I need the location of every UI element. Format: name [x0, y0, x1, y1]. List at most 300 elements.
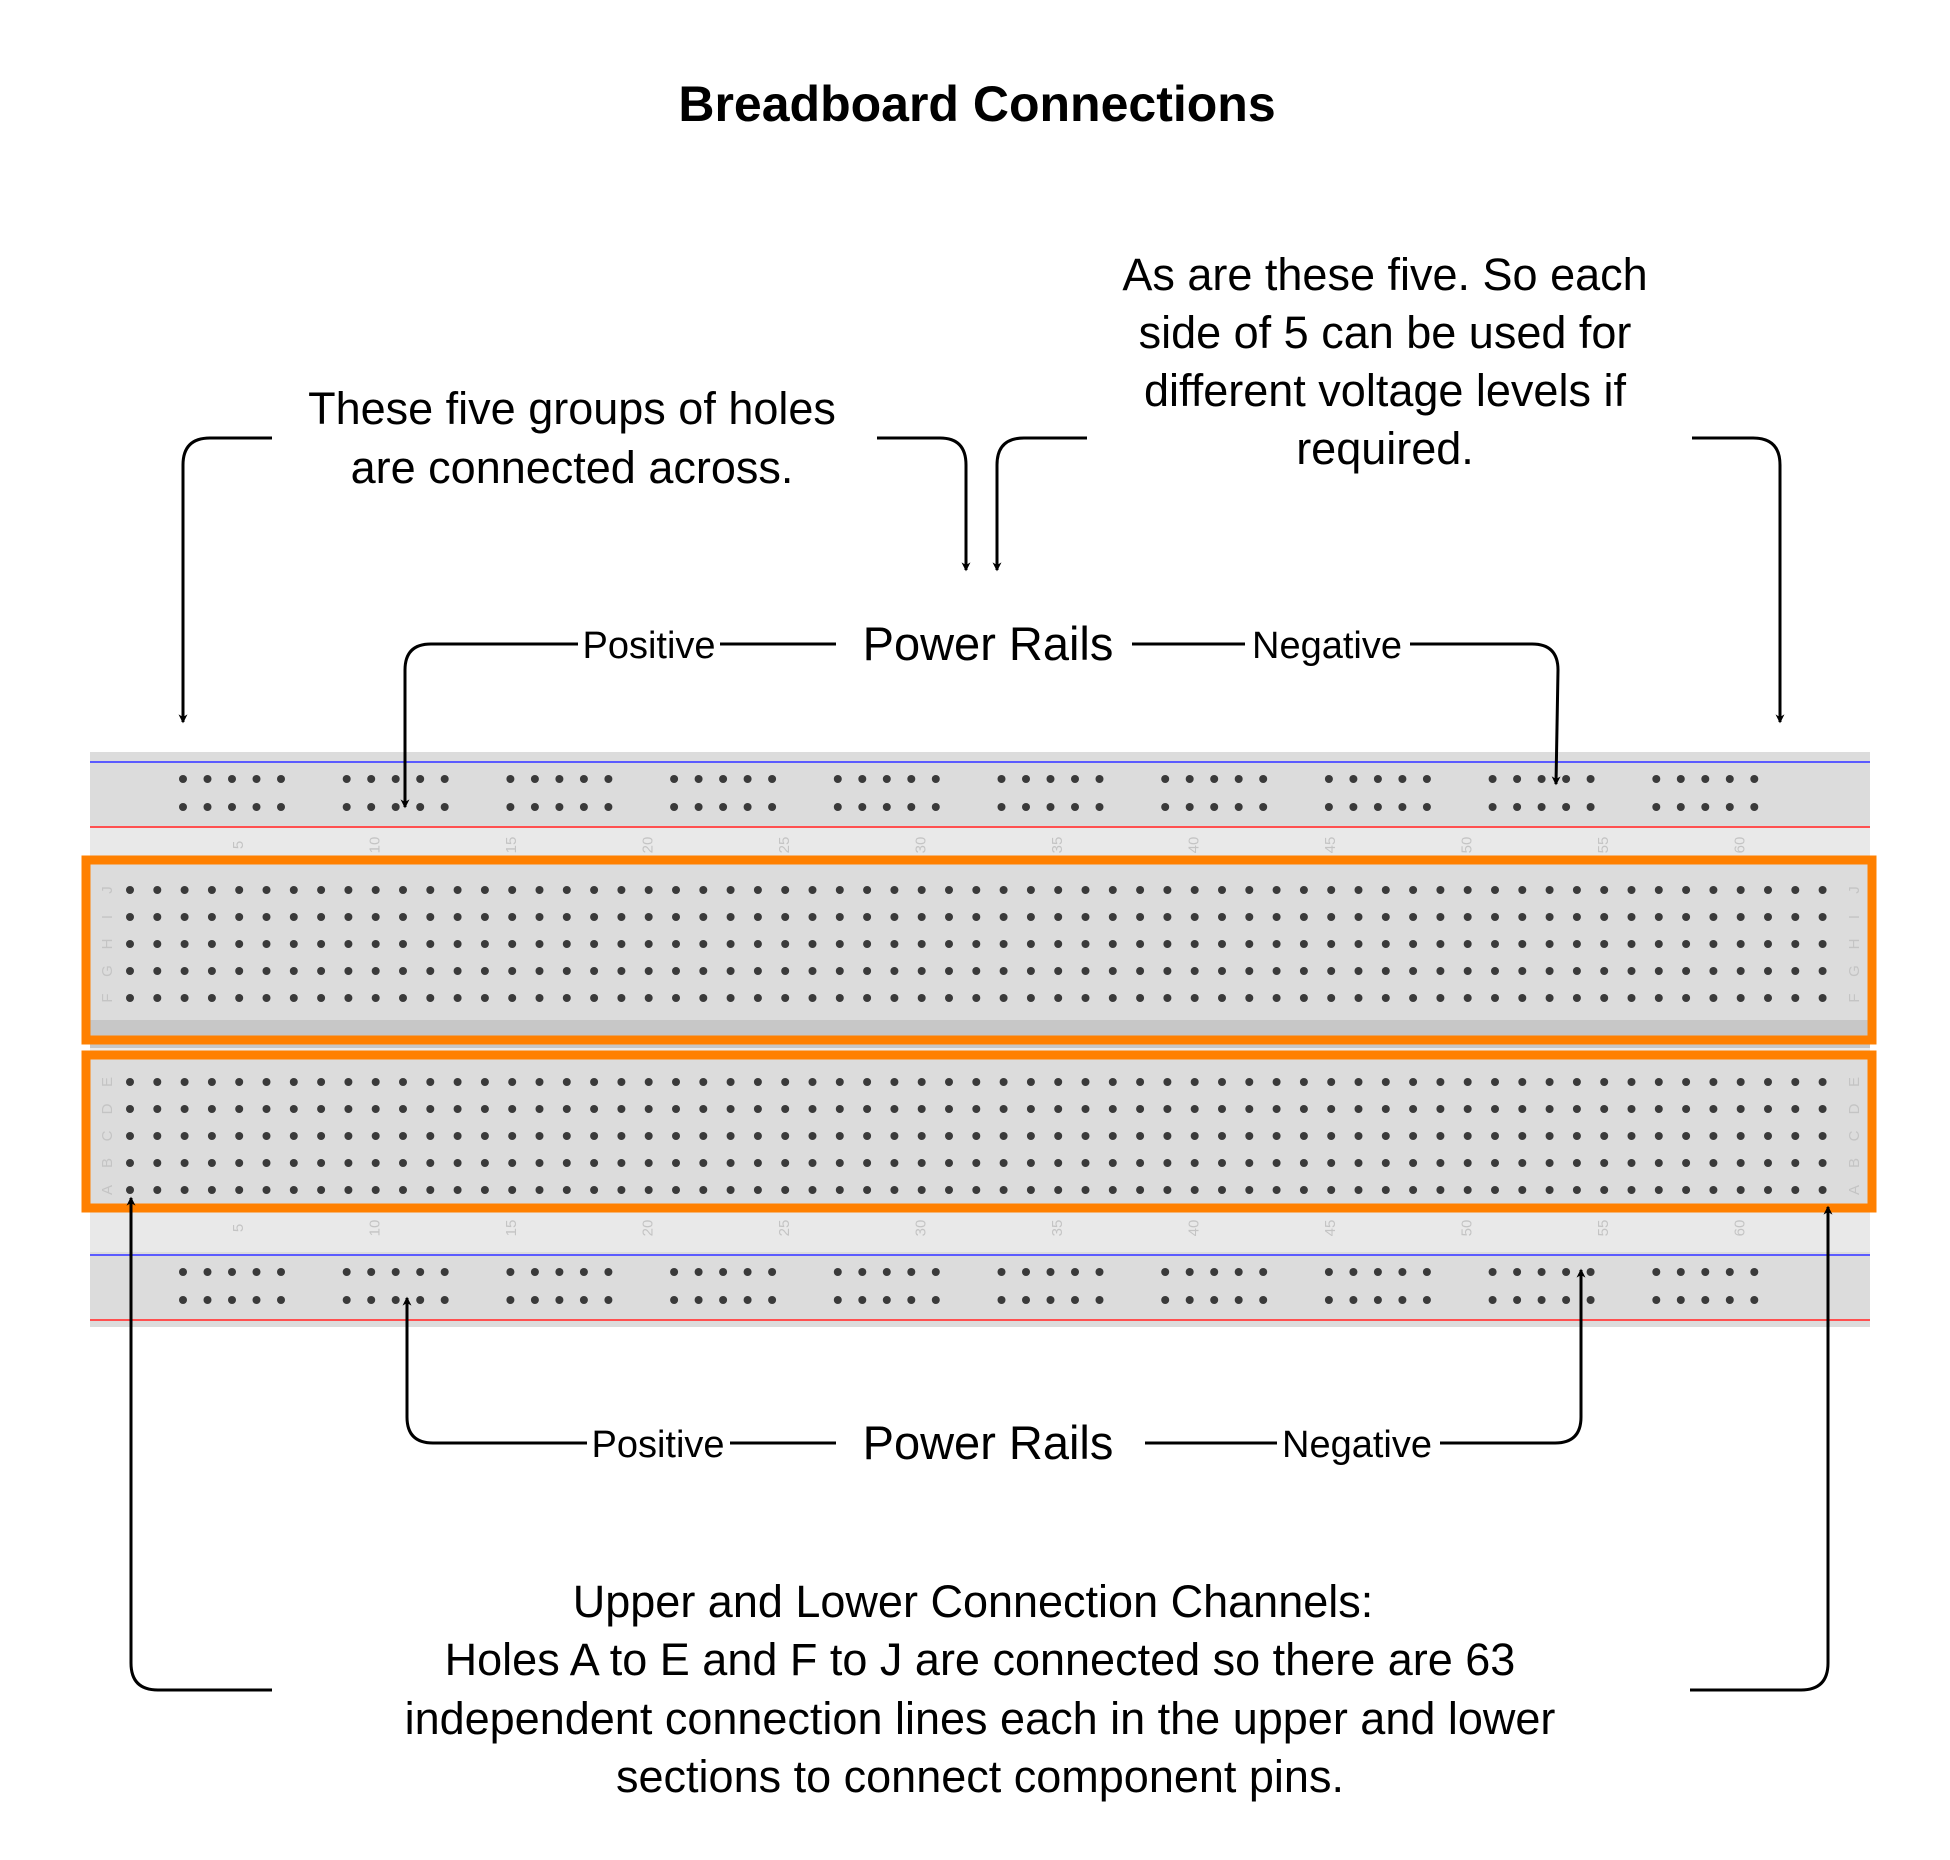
rail-top-upper-hole-23 — [883, 775, 891, 783]
rail-top-upper-hole-10 — [441, 775, 449, 783]
rail-bottom-upper-hole-47 — [1677, 1268, 1685, 1276]
hole-J-43 — [1273, 886, 1281, 894]
hole-G-35 — [1054, 967, 1062, 975]
hole-F-23 — [727, 994, 735, 1002]
rail-bottom-lower-hole-4 — [253, 1296, 261, 1304]
hole-I-45 — [1327, 913, 1335, 921]
hole-G-32 — [972, 967, 980, 975]
hole-F-11 — [399, 994, 407, 1002]
hole-D-28 — [863, 1105, 871, 1113]
hole-H-48 — [1409, 940, 1417, 948]
hole-B-1 — [126, 1159, 134, 1167]
hole-B-12 — [426, 1159, 434, 1167]
hole-I-58 — [1682, 913, 1690, 921]
hole-I-52 — [1518, 913, 1526, 921]
hole-D-3 — [181, 1105, 189, 1113]
hole-D-1 — [126, 1105, 134, 1113]
hole-J-53 — [1546, 886, 1554, 894]
hole-E-61 — [1764, 1078, 1772, 1086]
rail-top-upper-hole-39 — [1398, 775, 1406, 783]
hole-F-57 — [1655, 994, 1663, 1002]
hole-E-50 — [1464, 1078, 1472, 1086]
rail-top-lower-hole-24 — [907, 803, 915, 811]
hole-F-45 — [1327, 994, 1335, 1002]
rail-bottom-lower-hole-27 — [1022, 1296, 1030, 1304]
rail-top-upper-hole-30 — [1096, 775, 1104, 783]
hole-C-6 — [263, 1132, 271, 1140]
hole-E-49 — [1436, 1078, 1444, 1086]
hole-E-53 — [1546, 1078, 1554, 1086]
rail-bottom-upper-hole-19 — [744, 1268, 752, 1276]
hole-F-34 — [1027, 994, 1035, 1002]
hole-D-60 — [1737, 1105, 1745, 1113]
arrow-right-group-outer — [1692, 438, 1780, 722]
hole-C-48 — [1409, 1132, 1417, 1140]
hole-G-15 — [508, 967, 516, 975]
hole-C-44 — [1300, 1132, 1308, 1140]
hole-B-19 — [617, 1159, 625, 1167]
hole-A-14 — [481, 1186, 489, 1194]
rail-bottom-lower-hole-31 — [1161, 1296, 1169, 1304]
hole-C-4 — [208, 1132, 216, 1140]
hole-E-30 — [918, 1078, 926, 1086]
rail-top-lower-hole-42 — [1513, 803, 1521, 811]
hole-J-40 — [1191, 886, 1199, 894]
rail-top-lower-hole-29 — [1071, 803, 1079, 811]
hole-G-60 — [1737, 967, 1745, 975]
hole-F-33 — [1000, 994, 1008, 1002]
rail-top-upper-hole-50 — [1750, 775, 1758, 783]
hole-G-51 — [1491, 967, 1499, 975]
hole-E-62 — [1791, 1078, 1799, 1086]
rail-bottom-lower-hole-9 — [416, 1296, 424, 1304]
hole-J-60 — [1737, 886, 1745, 894]
hole-B-6 — [263, 1159, 271, 1167]
rail-bottom-lower-hole-37 — [1349, 1296, 1357, 1304]
rail-bottom-upper-hole-5 — [277, 1268, 285, 1276]
hole-A-18 — [590, 1186, 598, 1194]
hole-B-13 — [454, 1159, 462, 1167]
hole-A-46 — [1355, 1186, 1363, 1194]
hole-D-52 — [1518, 1105, 1526, 1113]
hole-B-57 — [1655, 1159, 1663, 1167]
hole-J-3 — [181, 886, 189, 894]
hole-C-2 — [153, 1132, 161, 1140]
hole-J-35 — [1054, 886, 1062, 894]
hole-G-47 — [1382, 967, 1390, 975]
hole-C-57 — [1655, 1132, 1663, 1140]
hole-C-27 — [836, 1132, 844, 1140]
hole-H-59 — [1709, 940, 1717, 948]
hole-G-23 — [727, 967, 735, 975]
hole-H-45 — [1327, 940, 1335, 948]
rail-top-upper-hole-40 — [1423, 775, 1431, 783]
rail-top-lower-hole-44 — [1562, 803, 1570, 811]
annotation-right-line-1: As are these five. So each — [1122, 249, 1648, 300]
bottom-positive-label: Positive — [591, 1424, 725, 1466]
hole-G-41 — [1218, 967, 1226, 975]
rail-bottom-lower-hole-24 — [907, 1296, 915, 1304]
hole-J-15 — [508, 886, 516, 894]
hole-G-4 — [208, 967, 216, 975]
hole-H-18 — [590, 940, 598, 948]
hole-F-14 — [481, 994, 489, 1002]
page-title: Breadboard Connections — [678, 76, 1276, 132]
rail-top-upper-hole-13 — [555, 775, 563, 783]
hole-C-10 — [372, 1132, 380, 1140]
rail-top-lower-hole-48 — [1701, 803, 1709, 811]
hole-E-2 — [153, 1078, 161, 1086]
hole-B-63 — [1819, 1159, 1827, 1167]
hole-J-39 — [1163, 886, 1171, 894]
annotation-channels-line-4: sections to connect component pins. — [616, 1751, 1344, 1802]
hole-H-16 — [536, 940, 544, 948]
hole-C-54 — [1573, 1132, 1581, 1140]
column-number-top-55: 55 — [1595, 836, 1613, 854]
hole-F-35 — [1054, 994, 1062, 1002]
rail-bottom-lower-hole-45 — [1587, 1296, 1595, 1304]
hole-J-47 — [1382, 886, 1390, 894]
hole-C-22 — [699, 1132, 707, 1140]
hole-B-43 — [1273, 1159, 1281, 1167]
hole-D-24 — [754, 1105, 762, 1113]
hole-D-29 — [890, 1105, 898, 1113]
hole-G-37 — [1109, 967, 1117, 975]
rail-top-upper-hole-48 — [1701, 775, 1709, 783]
hole-C-5 — [235, 1132, 243, 1140]
hole-F-32 — [972, 994, 980, 1002]
hole-J-20 — [645, 886, 653, 894]
hole-E-18 — [590, 1078, 598, 1086]
hole-I-4 — [208, 913, 216, 921]
rail-top-upper-hole-5 — [277, 775, 285, 783]
hole-D-45 — [1327, 1105, 1335, 1113]
hole-B-5 — [235, 1159, 243, 1167]
hole-I-7 — [290, 913, 298, 921]
arrow-left-group-outer — [183, 438, 272, 722]
rail-top-upper-hole-22 — [858, 775, 866, 783]
top-positive-label: Positive — [582, 625, 716, 667]
row-letter-left-I: I — [98, 914, 116, 920]
hole-I-3 — [181, 913, 189, 921]
hole-C-16 — [536, 1132, 544, 1140]
rail-bottom-lower-hole-38 — [1374, 1296, 1382, 1304]
hole-F-12 — [426, 994, 434, 1002]
rail-top-lower-hole-2 — [204, 803, 212, 811]
rail-bottom-upper-hole-43 — [1538, 1268, 1546, 1276]
row-letter-right-H: H — [1845, 938, 1863, 950]
hole-F-6 — [263, 994, 271, 1002]
rail-bottom-upper-hole-28 — [1047, 1268, 1055, 1276]
hole-A-3 — [181, 1186, 189, 1194]
hole-H-25 — [781, 940, 789, 948]
hole-I-56 — [1628, 913, 1636, 921]
hole-F-21 — [672, 994, 680, 1002]
rail-bottom-upper-hole-20 — [768, 1268, 776, 1276]
rail-top-lower-hole-45 — [1587, 803, 1595, 811]
rail-bottom-lower-hole-36 — [1325, 1296, 1333, 1304]
hole-F-2 — [153, 994, 161, 1002]
hole-D-32 — [972, 1105, 980, 1113]
hole-E-34 — [1027, 1078, 1035, 1086]
hole-F-42 — [1245, 994, 1253, 1002]
hole-G-45 — [1327, 967, 1335, 975]
hole-I-44 — [1300, 913, 1308, 921]
hole-E-12 — [426, 1078, 434, 1086]
hole-F-37 — [1109, 994, 1117, 1002]
rail-top-upper-hole-46 — [1652, 775, 1660, 783]
column-number-top-5: 5 — [230, 840, 248, 850]
hole-E-31 — [945, 1078, 953, 1086]
hole-H-8 — [317, 940, 325, 948]
hole-F-62 — [1791, 994, 1799, 1002]
rail-bottom-upper-hole-50 — [1750, 1268, 1758, 1276]
rail-top-upper-hole-24 — [907, 775, 915, 783]
hole-I-39 — [1163, 913, 1171, 921]
hole-C-62 — [1791, 1132, 1799, 1140]
hole-I-59 — [1709, 913, 1717, 921]
hole-C-51 — [1491, 1132, 1499, 1140]
hole-B-39 — [1163, 1159, 1171, 1167]
rail-top-lower-hole-1 — [179, 803, 187, 811]
hole-F-10 — [372, 994, 380, 1002]
hole-I-36 — [1082, 913, 1090, 921]
hole-D-30 — [918, 1105, 926, 1113]
hole-H-51 — [1491, 940, 1499, 948]
hole-G-59 — [1709, 967, 1717, 975]
hole-I-50 — [1464, 913, 1472, 921]
hole-B-33 — [1000, 1159, 1008, 1167]
rail-top-lower-hole-18 — [719, 803, 727, 811]
hole-C-13 — [454, 1132, 462, 1140]
hole-B-60 — [1737, 1159, 1745, 1167]
rail-bottom-lower-hole-50 — [1750, 1296, 1758, 1304]
rail-top-lower-hole-7 — [367, 803, 375, 811]
hole-I-38 — [1136, 913, 1144, 921]
hole-J-41 — [1218, 886, 1226, 894]
hole-J-24 — [754, 886, 762, 894]
hole-F-52 — [1518, 994, 1526, 1002]
hole-E-20 — [645, 1078, 653, 1086]
hole-G-36 — [1082, 967, 1090, 975]
hole-F-43 — [1273, 994, 1281, 1002]
hole-G-46 — [1355, 967, 1363, 975]
rail-top-lower-hole-10 — [441, 803, 449, 811]
hole-C-21 — [672, 1132, 680, 1140]
rail-top-upper-hole-38 — [1374, 775, 1382, 783]
hole-F-4 — [208, 994, 216, 1002]
hole-I-55 — [1600, 913, 1608, 921]
hole-E-42 — [1245, 1078, 1253, 1086]
hole-F-17 — [563, 994, 571, 1002]
row-letter-left-C: C — [98, 1130, 116, 1142]
rail-bottom-upper-hole-44 — [1562, 1268, 1570, 1276]
hole-A-19 — [617, 1186, 625, 1194]
hole-A-25 — [781, 1186, 789, 1194]
hole-H-31 — [945, 940, 953, 948]
hole-J-10 — [372, 886, 380, 894]
hole-F-56 — [1628, 994, 1636, 1002]
hole-B-62 — [1791, 1159, 1799, 1167]
rail-top-upper-hole-4 — [253, 775, 261, 783]
hole-F-59 — [1709, 994, 1717, 1002]
hole-A-49 — [1436, 1186, 1444, 1194]
row-letter-left-D: D — [98, 1103, 116, 1115]
hole-A-50 — [1464, 1186, 1472, 1194]
hole-J-11 — [399, 886, 407, 894]
hole-F-1 — [126, 994, 134, 1002]
hole-C-33 — [1000, 1132, 1008, 1140]
hole-D-43 — [1273, 1105, 1281, 1113]
rail-bottom-lower-hole-22 — [858, 1296, 866, 1304]
hole-A-45 — [1327, 1186, 1335, 1194]
hole-E-24 — [754, 1078, 762, 1086]
rail-top-lower-hole-9 — [416, 803, 424, 811]
hole-E-39 — [1163, 1078, 1171, 1086]
rail-bottom-upper-hole-8 — [392, 1268, 400, 1276]
hole-J-42 — [1245, 886, 1253, 894]
hole-B-45 — [1327, 1159, 1335, 1167]
hole-D-5 — [235, 1105, 243, 1113]
hole-C-52 — [1518, 1132, 1526, 1140]
hole-A-33 — [1000, 1186, 1008, 1194]
hole-A-16 — [536, 1186, 544, 1194]
hole-F-36 — [1082, 994, 1090, 1002]
rail-top-upper-hole-49 — [1726, 775, 1734, 783]
hole-H-24 — [754, 940, 762, 948]
hole-H-41 — [1218, 940, 1226, 948]
hole-C-14 — [481, 1132, 489, 1140]
hole-J-32 — [972, 886, 980, 894]
rail-top-upper-hole-37 — [1349, 775, 1357, 783]
hole-F-40 — [1191, 994, 1199, 1002]
hole-D-2 — [153, 1105, 161, 1113]
hole-F-28 — [863, 994, 871, 1002]
hole-D-26 — [809, 1105, 817, 1113]
hole-A-20 — [645, 1186, 653, 1194]
hole-I-41 — [1218, 913, 1226, 921]
rail-bottom-lower-hole-2 — [204, 1296, 212, 1304]
hole-E-23 — [727, 1078, 735, 1086]
hole-I-20 — [645, 913, 653, 921]
hole-D-25 — [781, 1105, 789, 1113]
row-letter-right-E: E — [1845, 1076, 1863, 1088]
hole-A-17 — [563, 1186, 571, 1194]
hole-B-17 — [563, 1159, 571, 1167]
hole-B-4 — [208, 1159, 216, 1167]
rail-bottom-lower-hole-8 — [392, 1296, 400, 1304]
hole-F-5 — [235, 994, 243, 1002]
hole-H-15 — [508, 940, 516, 948]
rail-bottom-lower-hole-39 — [1398, 1296, 1406, 1304]
hole-A-54 — [1573, 1186, 1581, 1194]
rail-top-lower-hole-8 — [392, 803, 400, 811]
hole-B-25 — [781, 1159, 789, 1167]
hole-E-51 — [1491, 1078, 1499, 1086]
hole-H-42 — [1245, 940, 1253, 948]
hole-B-50 — [1464, 1159, 1472, 1167]
hole-J-26 — [809, 886, 817, 894]
rail-top-lower-hole-22 — [858, 803, 866, 811]
hole-B-38 — [1136, 1159, 1144, 1167]
hole-B-36 — [1082, 1159, 1090, 1167]
hole-D-57 — [1655, 1105, 1663, 1113]
hole-I-40 — [1191, 913, 1199, 921]
hole-E-5 — [235, 1078, 243, 1086]
hole-J-33 — [1000, 886, 1008, 894]
hole-B-49 — [1436, 1159, 1444, 1167]
rail-top-upper-hole-41 — [1489, 775, 1497, 783]
hole-G-3 — [181, 967, 189, 975]
hole-I-43 — [1273, 913, 1281, 921]
hole-C-61 — [1764, 1132, 1772, 1140]
hole-D-55 — [1600, 1105, 1608, 1113]
hole-D-10 — [372, 1105, 380, 1113]
hole-G-1 — [126, 967, 134, 975]
hole-I-53 — [1546, 913, 1554, 921]
column-number-top-20: 20 — [639, 836, 657, 854]
hole-I-54 — [1573, 913, 1581, 921]
hole-G-21 — [672, 967, 680, 975]
hole-E-38 — [1136, 1078, 1144, 1086]
hole-H-52 — [1518, 940, 1526, 948]
hole-J-17 — [563, 886, 571, 894]
column-number-top-30: 30 — [912, 836, 930, 854]
hole-D-46 — [1355, 1105, 1363, 1113]
hole-B-37 — [1109, 1159, 1117, 1167]
hole-H-43 — [1273, 940, 1281, 948]
rail-top-lower-hole-30 — [1096, 803, 1104, 811]
hole-E-36 — [1082, 1078, 1090, 1086]
rail-bottom-upper-hole-7 — [367, 1268, 375, 1276]
rail-bottom-lower-hole-25 — [932, 1296, 940, 1304]
hole-D-51 — [1491, 1105, 1499, 1113]
hole-B-26 — [809, 1159, 817, 1167]
hole-C-20 — [645, 1132, 653, 1140]
hole-G-14 — [481, 967, 489, 975]
hole-F-22 — [699, 994, 707, 1002]
column-number-top-35: 35 — [1049, 836, 1067, 854]
hole-A-22 — [699, 1186, 707, 1194]
hole-G-42 — [1245, 967, 1253, 975]
rail-top-lower-hole-5 — [277, 803, 285, 811]
row-letter-left-E: E — [98, 1076, 116, 1088]
hole-G-16 — [536, 967, 544, 975]
rail-bottom-upper-hole-46 — [1652, 1268, 1660, 1276]
rail-top-upper-hole-18 — [719, 775, 727, 783]
rail-bottom-upper-hole-37 — [1349, 1268, 1357, 1276]
hole-C-15 — [508, 1132, 516, 1140]
hole-J-45 — [1327, 886, 1335, 894]
rail-top-lower-hole-3 — [228, 803, 236, 811]
hole-I-47 — [1382, 913, 1390, 921]
hole-I-24 — [754, 913, 762, 921]
rail-bottom-lower-hole-29 — [1071, 1296, 1079, 1304]
hole-D-12 — [426, 1105, 434, 1113]
rail-top-upper-hole-2 — [204, 775, 212, 783]
rail-bottom-lower-hole-14 — [580, 1296, 588, 1304]
hole-G-56 — [1628, 967, 1636, 975]
rail-top-lower-hole-20 — [768, 803, 776, 811]
rail-top-lower-hole-4 — [253, 803, 261, 811]
hole-C-32 — [972, 1132, 980, 1140]
hole-I-25 — [781, 913, 789, 921]
hole-G-33 — [1000, 967, 1008, 975]
hole-H-2 — [153, 940, 161, 948]
hole-H-7 — [290, 940, 298, 948]
hole-D-8 — [317, 1105, 325, 1113]
rail-bottom-lower-hole-35 — [1259, 1296, 1267, 1304]
